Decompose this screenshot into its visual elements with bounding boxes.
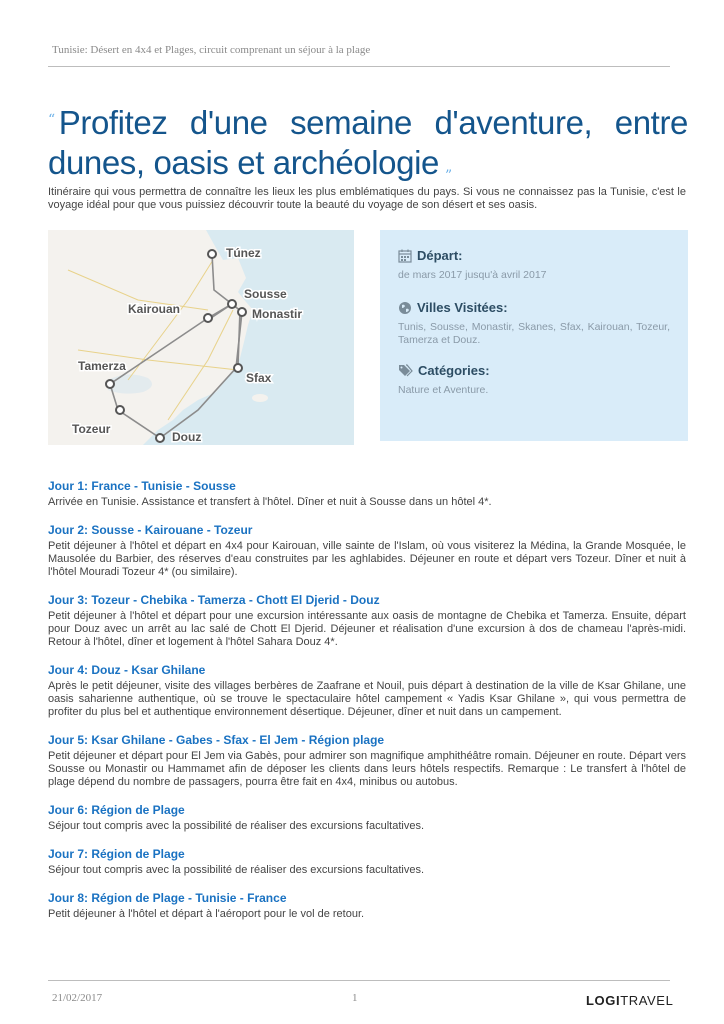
day-item <box>48 803 686 833</box>
day-item <box>48 479 686 509</box>
label-douz: Douz <box>172 430 202 444</box>
label-sfax: Sfax <box>246 371 272 385</box>
island <box>252 394 268 402</box>
villes-value: Tunis, Sousse, Monastir, Skanes, Sfax, Kairouan, Tozeur, Tamerza et Douz. <box>398 321 670 346</box>
label-kairouan: Kairouan <box>128 302 181 316</box>
label-tozeur: Tozeur <box>72 422 111 436</box>
day-item <box>48 891 686 921</box>
page-header-text: Tunisie: Désert en 4x4 et Plages, circuit comprenant un séjour à la plage <box>52 44 371 56</box>
trip-info-box <box>380 230 688 441</box>
logo-light-part: TRAVEL <box>620 993 674 1008</box>
day-text: Arrivée en Tunisie. Assistance et transfert à l'hôtel. Dîner et nuit à Sousse dans un hôtel 4*. <box>48 496 492 508</box>
marker-kairouan <box>204 314 212 322</box>
day-text: Petit déjeuner et départ pour El Jem via Gabès, pour admirer son magnifique amphithéâtre romain. Déjeuner en route. Départ vers Sousse ou Monastir ou Hammamet afin de déposer les clients dans leurs hôtels respectifs. Remarque : Le transfert à l'hôtel de plage dépend du nombre de passagers, pourra être fait en 4x4, minibus ou autobus. <box>48 750 686 788</box>
depart-label: Départ: <box>417 248 463 263</box>
footer-divider <box>48 980 670 981</box>
label-tunez: Túnez <box>226 246 261 260</box>
day-title: Jour 8: Région de Plage - Tunisie - France <box>48 891 287 905</box>
intro-paragraph: Itinéraire qui vous permettra de connaître les lieux les plus emblématiques du pays. Si vous ne connaissez pas la Tunisie, c'est le voyage idéal pour que vous puissiez découvrir toute la beauté du voyage de son désert et ses oasis. <box>48 186 686 211</box>
calendar-icon <box>398 249 412 263</box>
day-item <box>48 523 686 579</box>
page-title <box>48 100 688 196</box>
marker-tamerza <box>106 380 114 388</box>
villes-heading <box>398 300 670 315</box>
villes-section <box>398 300 670 346</box>
day-title: Jour 2: Sousse - Kairouane - Tozeur <box>48 523 253 537</box>
day-text: Séjour tout compris avec la possibilité de réaliser des excursions facultatives. <box>48 864 425 876</box>
day-item <box>48 663 686 719</box>
tags-icon <box>398 364 413 378</box>
categories-label: Catégories: <box>418 363 490 378</box>
categories-value: Nature et Aventure. <box>398 384 489 396</box>
day-text: Après le petit déjeuner, visite des villages berbères de Zaafrane et Nouil, puis départ à destination de la ville de Ksar Ghilane, une oasis saharienne authentique, où se trouve le spectaculaire hôtel campement « Yadis Ksar Ghilane », qui vous permettra de profiter du plus bel et authentique environnement désertique. Déjeuner, dîner et nuit dans un campement. <box>48 680 686 718</box>
marker-sousse <box>228 300 236 308</box>
open-quote-icon: “ <box>48 112 55 128</box>
footer-date: 21/02/2017 <box>52 992 103 1004</box>
label-sousse: Sousse <box>244 287 287 301</box>
day-item <box>48 847 686 877</box>
day-title: Jour 1: France - Tunisie - Sousse <box>48 479 236 493</box>
depart-value: de mars 2017 jusqu'à avril 2017 <box>398 269 547 281</box>
marker-tozeur <box>116 406 124 414</box>
day-text: Petit déjeuner à l'hôtel et départ pour une excursion intéressante aux oasis de montagne de Chebika et Tamerza. Ensuite, départ pour Douz avec un arrêt au lac salé de Chott El Djerid. Déjeuner et réalisation d'une excursion à dos de chameau l'après-midi. Retour à l'hôtel, dîner et logement à l'hôtel Sahara Douz 4*. <box>48 610 686 648</box>
label-monastir: Monastir <box>252 307 303 321</box>
route-map <box>48 230 354 445</box>
categories-heading <box>398 363 670 378</box>
marker-douz <box>156 434 164 442</box>
page-title-text: Profitez d'une semaine d'aventure, entre dunes, oasis et archéologie <box>48 104 688 181</box>
depart-section <box>398 248 670 282</box>
day-title: Jour 7: Région de Plage <box>48 847 185 861</box>
marker-tunez <box>208 250 216 258</box>
label-tamerza: Tamerza <box>78 359 126 373</box>
marker-monastir <box>238 308 246 316</box>
villes-label: Villes Visitées: <box>417 300 508 315</box>
close-quote-icon: ” <box>444 168 452 184</box>
day-text: Petit déjeuner à l'hôtel et départ à l'aéroport pour le vol de retour. <box>48 908 365 920</box>
header-divider <box>48 66 670 67</box>
logitravel-logo <box>586 993 673 1008</box>
globe-icon <box>398 301 412 315</box>
logo-bold-part: LOGI <box>586 993 621 1008</box>
route-map-graphic <box>48 230 354 445</box>
day-title: Jour 4: Douz - Ksar Ghilane <box>48 663 206 677</box>
categories-section <box>398 363 670 397</box>
itinerary <box>48 479 686 921</box>
page-number: 1 <box>352 992 358 1004</box>
day-text: Petit déjeuner à l'hôtel et départ en 4x4 pour Kairouan, ville sainte de l'Islam, où vous visiterez la Médina, la Grande Mosquée, le Mausolée du Barbier, des réserves d'eau construites par les aghlabides. Déjeuner en route et départ vers Tozeur. Dîner et nuit à l'hôtel Mouradi Tozeur 4* (ou similaire). <box>48 540 686 578</box>
day-title: Jour 5: Ksar Ghilane - Gabes - Sfax - El Jem - Région plage <box>48 733 385 747</box>
depart-heading <box>398 248 670 263</box>
day-item <box>48 733 686 789</box>
day-title: Jour 6: Région de Plage <box>48 803 185 817</box>
day-title: Jour 3: Tozeur - Chebika - Tamerza - Chott El Djerid - Douz <box>48 593 380 607</box>
day-text: Séjour tout compris avec la possibilité de réaliser des excursions facultatives. <box>48 820 425 832</box>
marker-sfax <box>234 364 242 372</box>
day-item <box>48 593 686 649</box>
